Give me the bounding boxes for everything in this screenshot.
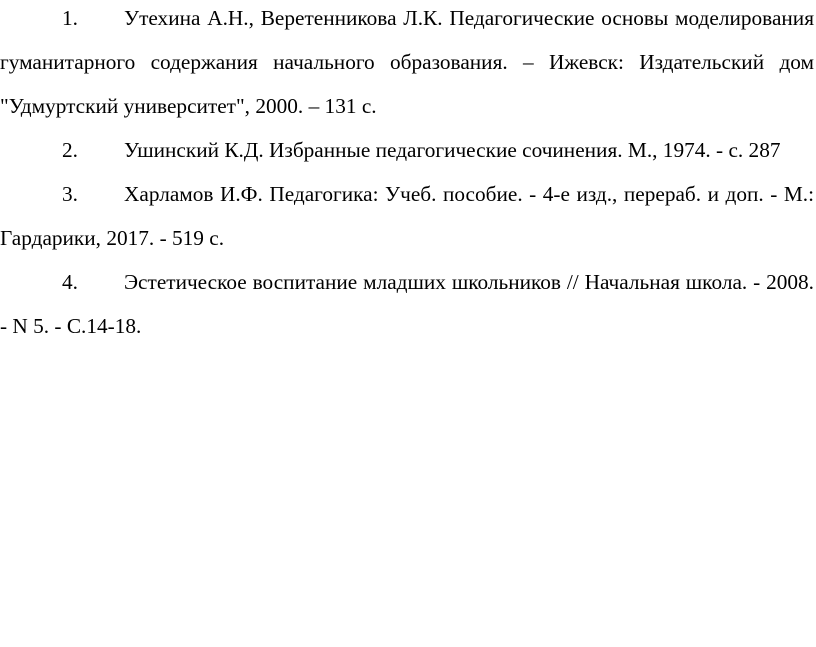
reference-text: Ушинский К.Д. Избранные педагогические сочинения. М., 1974. - с. 287 [124,138,781,162]
reference-number: 3. [62,182,78,206]
reference-item-1 [0,0,814,128]
reference-text: Харламов И.Ф. Педагогика: Учеб. пособие. - 4-е изд., перераб. и доп. - М.: Гардарики, 2017. - 519 с. [0,182,814,250]
reference-text: Утехина А.Н., Веретенникова Л.К. Педагогические основы моделирования гуманитарного содержания начального образования. – Ижевск: Издательский дом "Удмуртский университет", 2000. – 131 с. [0,6,814,118]
reference-item-4 [0,260,814,348]
reference-text: Эстетическое воспитание младших школьников // Начальная школа. - 2008. - N 5. - С.14-18. [0,270,814,338]
reference-number: 1. [62,6,78,30]
reference-number: 4. [62,270,78,294]
reference-item-3 [0,172,814,260]
reference-item-2 [0,128,814,172]
reference-number: 2. [62,138,78,162]
